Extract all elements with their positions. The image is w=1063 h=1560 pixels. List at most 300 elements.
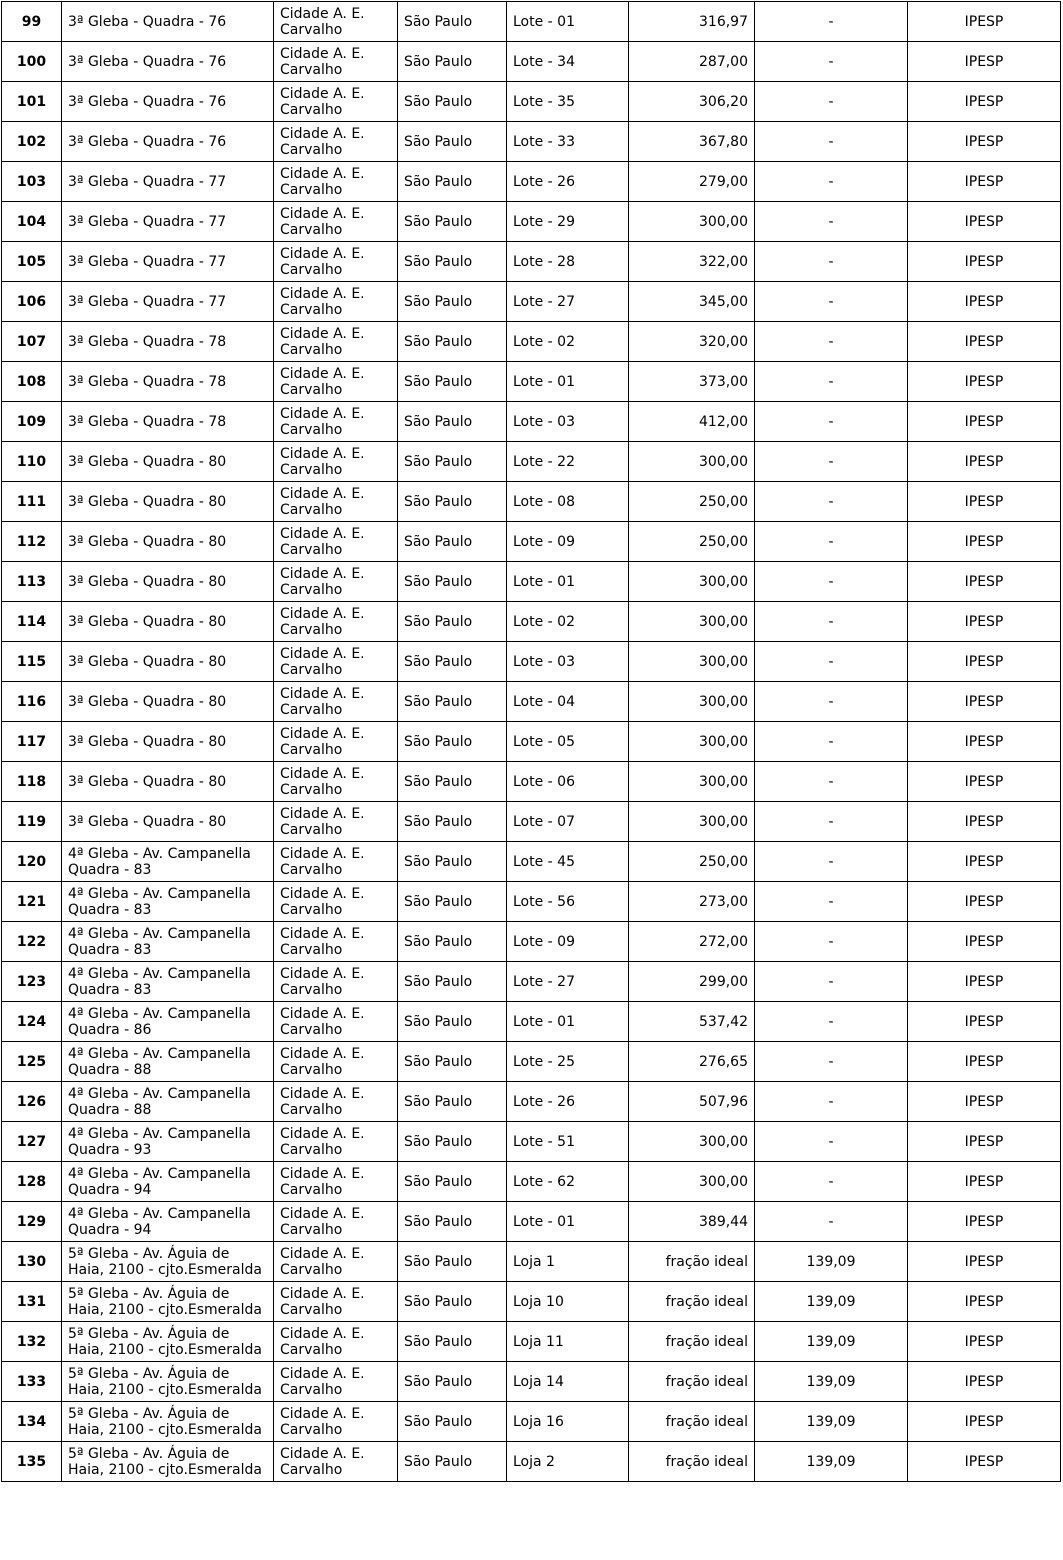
- district-cell: Cidade A. E. Carvalho: [274, 1442, 398, 1482]
- address-cell: 4ª Gleba - Av. Campanella Quadra - 93: [62, 1122, 274, 1162]
- ideal-fraction-cell: -: [755, 282, 908, 322]
- owner-cell: IPESP: [908, 362, 1061, 402]
- area-cell: 250,00: [629, 842, 755, 882]
- item-number-cell: 113: [2, 562, 62, 602]
- area-cell: 250,00: [629, 522, 755, 562]
- area-cell: fração ideal: [629, 1402, 755, 1442]
- owner-cell: IPESP: [908, 1042, 1061, 1082]
- ideal-fraction-cell: -: [755, 122, 908, 162]
- table-row: [2, 402, 1061, 442]
- district-cell: Cidade A. E. Carvalho: [274, 1082, 398, 1122]
- district-cell: Cidade A. E. Carvalho: [274, 962, 398, 1002]
- table-row: [2, 962, 1061, 1002]
- district-cell: Cidade A. E. Carvalho: [274, 722, 398, 762]
- table-row: [2, 122, 1061, 162]
- district-cell: Cidade A. E. Carvalho: [274, 1002, 398, 1042]
- item-number-cell: 124: [2, 1002, 62, 1042]
- district-cell: Cidade A. E. Carvalho: [274, 682, 398, 722]
- district-cell: Cidade A. E. Carvalho: [274, 522, 398, 562]
- lot-cell: Loja 10: [507, 1282, 629, 1322]
- table-row: [2, 282, 1061, 322]
- lot-cell: Lote - 35: [507, 82, 629, 122]
- area-cell: 537,42: [629, 1002, 755, 1042]
- district-cell: Cidade A. E. Carvalho: [274, 42, 398, 82]
- owner-cell: IPESP: [908, 882, 1061, 922]
- table-row: [2, 682, 1061, 722]
- city-cell: São Paulo: [398, 1122, 507, 1162]
- area-cell: 272,00: [629, 922, 755, 962]
- item-number-cell: 129: [2, 1202, 62, 1242]
- area-cell: 322,00: [629, 242, 755, 282]
- district-cell: Cidade A. E. Carvalho: [274, 482, 398, 522]
- owner-cell: IPESP: [908, 762, 1061, 802]
- area-cell: 276,65: [629, 1042, 755, 1082]
- district-cell: Cidade A. E. Carvalho: [274, 322, 398, 362]
- table-row: [2, 1282, 1061, 1322]
- table-row: [2, 42, 1061, 82]
- item-number-cell: 106: [2, 282, 62, 322]
- owner-cell: IPESP: [908, 162, 1061, 202]
- address-cell: 3ª Gleba - Quadra - 80: [62, 722, 274, 762]
- lot-cell: Lote - 28: [507, 242, 629, 282]
- owner-cell: IPESP: [908, 522, 1061, 562]
- area-cell: 316,97: [629, 2, 755, 42]
- ideal-fraction-cell: 139,09: [755, 1442, 908, 1482]
- lot-cell: Lote - 29: [507, 202, 629, 242]
- table-row: [2, 202, 1061, 242]
- lot-cell: Loja 2: [507, 1442, 629, 1482]
- district-cell: Cidade A. E. Carvalho: [274, 1122, 398, 1162]
- item-number-cell: 108: [2, 362, 62, 402]
- address-cell: 3ª Gleba - Quadra - 78: [62, 402, 274, 442]
- district-cell: Cidade A. E. Carvalho: [274, 1202, 398, 1242]
- area-cell: 300,00: [629, 442, 755, 482]
- lot-cell: Lote - 06: [507, 762, 629, 802]
- lot-cell: Lote - 51: [507, 1122, 629, 1162]
- city-cell: São Paulo: [398, 802, 507, 842]
- address-cell: 3ª Gleba - Quadra - 80: [62, 522, 274, 562]
- ideal-fraction-cell: 139,09: [755, 1242, 908, 1282]
- item-number-cell: 105: [2, 242, 62, 282]
- city-cell: São Paulo: [398, 242, 507, 282]
- lot-cell: Lote - 03: [507, 642, 629, 682]
- area-cell: 300,00: [629, 602, 755, 642]
- lot-cell: Lote - 04: [507, 682, 629, 722]
- address-cell: 3ª Gleba - Quadra - 76: [62, 82, 274, 122]
- ideal-fraction-cell: -: [755, 322, 908, 362]
- address-cell: 5ª Gleba - Av. Águia de Haia, 2100 - cjto.Esmeralda: [62, 1322, 274, 1362]
- owner-cell: IPESP: [908, 802, 1061, 842]
- city-cell: São Paulo: [398, 482, 507, 522]
- ideal-fraction-cell: -: [755, 762, 908, 802]
- ideal-fraction-cell: -: [755, 482, 908, 522]
- owner-cell: IPESP: [908, 722, 1061, 762]
- address-cell: 3ª Gleba - Quadra - 80: [62, 802, 274, 842]
- lot-cell: Lote - 02: [507, 602, 629, 642]
- ideal-fraction-cell: -: [755, 522, 908, 562]
- area-cell: 306,20: [629, 82, 755, 122]
- area-cell: 300,00: [629, 1122, 755, 1162]
- owner-cell: IPESP: [908, 1202, 1061, 1242]
- city-cell: São Paulo: [398, 1322, 507, 1362]
- address-cell: 3ª Gleba - Quadra - 78: [62, 322, 274, 362]
- ideal-fraction-cell: -: [755, 362, 908, 402]
- table-row: [2, 1242, 1061, 1282]
- ideal-fraction-cell: -: [755, 642, 908, 682]
- district-cell: Cidade A. E. Carvalho: [274, 802, 398, 842]
- ideal-fraction-cell: -: [755, 562, 908, 602]
- city-cell: São Paulo: [398, 2, 507, 42]
- ideal-fraction-cell: -: [755, 1162, 908, 1202]
- table-row: [2, 1042, 1061, 1082]
- ideal-fraction-cell: -: [755, 242, 908, 282]
- district-cell: Cidade A. E. Carvalho: [274, 162, 398, 202]
- table-row: [2, 802, 1061, 842]
- lot-cell: Lote - 03: [507, 402, 629, 442]
- item-number-cell: 125: [2, 1042, 62, 1082]
- table-row: [2, 2, 1061, 42]
- district-cell: Cidade A. E. Carvalho: [274, 842, 398, 882]
- city-cell: São Paulo: [398, 562, 507, 602]
- lot-cell: Lote - 01: [507, 2, 629, 42]
- city-cell: São Paulo: [398, 962, 507, 1002]
- address-cell: 5ª Gleba - Av. Águia de Haia, 2100 - cjto.Esmeralda: [62, 1402, 274, 1442]
- address-cell: 3ª Gleba - Quadra - 80: [62, 762, 274, 802]
- lot-cell: Lote - 33: [507, 122, 629, 162]
- city-cell: São Paulo: [398, 322, 507, 362]
- address-cell: 4ª Gleba - Av. Campanella Quadra - 86: [62, 1002, 274, 1042]
- ideal-fraction-cell: -: [755, 922, 908, 962]
- lot-cell: Lote - 09: [507, 522, 629, 562]
- area-cell: 373,00: [629, 362, 755, 402]
- area-cell: 367,80: [629, 122, 755, 162]
- city-cell: São Paulo: [398, 642, 507, 682]
- item-number-cell: 117: [2, 722, 62, 762]
- address-cell: 3ª Gleba - Quadra - 80: [62, 562, 274, 602]
- lot-cell: Lote - 02: [507, 322, 629, 362]
- city-cell: São Paulo: [398, 722, 507, 762]
- item-number-cell: 101: [2, 82, 62, 122]
- item-number-cell: 131: [2, 1282, 62, 1322]
- area-cell: 300,00: [629, 642, 755, 682]
- ideal-fraction-cell: -: [755, 1202, 908, 1242]
- address-cell: 3ª Gleba - Quadra - 80: [62, 602, 274, 642]
- city-cell: São Paulo: [398, 362, 507, 402]
- address-cell: 3ª Gleba - Quadra - 77: [62, 202, 274, 242]
- ideal-fraction-cell: 139,09: [755, 1322, 908, 1362]
- owner-cell: IPESP: [908, 922, 1061, 962]
- city-cell: São Paulo: [398, 122, 507, 162]
- table-row: [2, 522, 1061, 562]
- table-row: [2, 242, 1061, 282]
- lot-cell: Lote - 22: [507, 442, 629, 482]
- owner-cell: IPESP: [908, 1362, 1061, 1402]
- area-cell: 300,00: [629, 762, 755, 802]
- area-cell: 250,00: [629, 482, 755, 522]
- lot-cell: Loja 14: [507, 1362, 629, 1402]
- item-number-cell: 127: [2, 1122, 62, 1162]
- table-row: [2, 562, 1061, 602]
- ideal-fraction-cell: -: [755, 602, 908, 642]
- item-number-cell: 134: [2, 1402, 62, 1442]
- district-cell: Cidade A. E. Carvalho: [274, 642, 398, 682]
- area-cell: fração ideal: [629, 1362, 755, 1402]
- table-row: [2, 722, 1061, 762]
- table-row: [2, 1322, 1061, 1362]
- area-cell: 300,00: [629, 1162, 755, 1202]
- address-cell: 4ª Gleba - Av. Campanella Quadra - 83: [62, 882, 274, 922]
- city-cell: São Paulo: [398, 82, 507, 122]
- area-cell: fração ideal: [629, 1242, 755, 1282]
- district-cell: Cidade A. E. Carvalho: [274, 602, 398, 642]
- table-row: [2, 922, 1061, 962]
- address-cell: 3ª Gleba - Quadra - 76: [62, 42, 274, 82]
- city-cell: São Paulo: [398, 1162, 507, 1202]
- district-cell: Cidade A. E. Carvalho: [274, 442, 398, 482]
- owner-cell: IPESP: [908, 1122, 1061, 1162]
- ideal-fraction-cell: -: [755, 682, 908, 722]
- city-cell: São Paulo: [398, 402, 507, 442]
- district-cell: Cidade A. E. Carvalho: [274, 1042, 398, 1082]
- district-cell: Cidade A. E. Carvalho: [274, 1402, 398, 1442]
- owner-cell: IPESP: [908, 442, 1061, 482]
- city-cell: São Paulo: [398, 162, 507, 202]
- district-cell: Cidade A. E. Carvalho: [274, 1362, 398, 1402]
- district-cell: Cidade A. E. Carvalho: [274, 362, 398, 402]
- city-cell: São Paulo: [398, 42, 507, 82]
- table-row: [2, 762, 1061, 802]
- area-cell: 300,00: [629, 802, 755, 842]
- city-cell: São Paulo: [398, 1202, 507, 1242]
- city-cell: São Paulo: [398, 1282, 507, 1322]
- address-cell: 3ª Gleba - Quadra - 77: [62, 162, 274, 202]
- owner-cell: IPESP: [908, 1442, 1061, 1482]
- ideal-fraction-cell: -: [755, 202, 908, 242]
- address-cell: 3ª Gleba - Quadra - 78: [62, 362, 274, 402]
- item-number-cell: 119: [2, 802, 62, 842]
- owner-cell: IPESP: [908, 82, 1061, 122]
- city-cell: São Paulo: [398, 842, 507, 882]
- table-row: [2, 1082, 1061, 1122]
- ideal-fraction-cell: -: [755, 442, 908, 482]
- owner-cell: IPESP: [908, 602, 1061, 642]
- district-cell: Cidade A. E. Carvalho: [274, 2, 398, 42]
- owner-cell: IPESP: [908, 1082, 1061, 1122]
- area-cell: 299,00: [629, 962, 755, 1002]
- owner-cell: IPESP: [908, 42, 1061, 82]
- table-row: [2, 882, 1061, 922]
- item-number-cell: 107: [2, 322, 62, 362]
- address-cell: 4ª Gleba - Av. Campanella Quadra - 94: [62, 1202, 274, 1242]
- area-cell: fração ideal: [629, 1322, 755, 1362]
- address-cell: 4ª Gleba - Av. Campanella Quadra - 83: [62, 962, 274, 1002]
- address-cell: 4ª Gleba - Av. Campanella Quadra - 83: [62, 922, 274, 962]
- city-cell: São Paulo: [398, 682, 507, 722]
- area-cell: fração ideal: [629, 1442, 755, 1482]
- address-cell: 3ª Gleba - Quadra - 77: [62, 242, 274, 282]
- lot-cell: Lote - 62: [507, 1162, 629, 1202]
- address-cell: 3ª Gleba - Quadra - 80: [62, 442, 274, 482]
- area-cell: 273,00: [629, 882, 755, 922]
- city-cell: São Paulo: [398, 1362, 507, 1402]
- ideal-fraction-cell: -: [755, 402, 908, 442]
- lot-cell: Lote - 01: [507, 562, 629, 602]
- owner-cell: IPESP: [908, 242, 1061, 282]
- item-number-cell: 114: [2, 602, 62, 642]
- item-number-cell: 102: [2, 122, 62, 162]
- area-cell: fração ideal: [629, 1282, 755, 1322]
- lot-cell: Lote - 01: [507, 362, 629, 402]
- lot-cell: Lote - 08: [507, 482, 629, 522]
- district-cell: Cidade A. E. Carvalho: [274, 1162, 398, 1202]
- table-row: [2, 1122, 1061, 1162]
- area-cell: 320,00: [629, 322, 755, 362]
- ideal-fraction-cell: 139,09: [755, 1282, 908, 1322]
- owner-cell: IPESP: [908, 562, 1061, 602]
- city-cell: São Paulo: [398, 1002, 507, 1042]
- table-row: [2, 602, 1061, 642]
- address-cell: 3ª Gleba - Quadra - 80: [62, 642, 274, 682]
- address-cell: 5ª Gleba - Av. Águia de Haia, 2100 - cjto.Esmeralda: [62, 1442, 274, 1482]
- ideal-fraction-cell: -: [755, 2, 908, 42]
- city-cell: São Paulo: [398, 1242, 507, 1282]
- ideal-fraction-cell: -: [755, 82, 908, 122]
- ideal-fraction-cell: -: [755, 1042, 908, 1082]
- owner-cell: IPESP: [908, 2, 1061, 42]
- owner-cell: IPESP: [908, 1322, 1061, 1362]
- address-cell: 3ª Gleba - Quadra - 80: [62, 482, 274, 522]
- table-row: [2, 482, 1061, 522]
- item-number-cell: 122: [2, 922, 62, 962]
- lot-cell: Lote - 27: [507, 282, 629, 322]
- table-body: [2, 2, 1061, 1482]
- lot-cell: Lote - 26: [507, 162, 629, 202]
- ideal-fraction-cell: -: [755, 1002, 908, 1042]
- owner-cell: IPESP: [908, 962, 1061, 1002]
- ideal-fraction-cell: -: [755, 162, 908, 202]
- area-cell: 287,00: [629, 42, 755, 82]
- city-cell: São Paulo: [398, 282, 507, 322]
- city-cell: São Paulo: [398, 1042, 507, 1082]
- city-cell: São Paulo: [398, 1442, 507, 1482]
- address-cell: 3ª Gleba - Quadra - 77: [62, 282, 274, 322]
- owner-cell: IPESP: [908, 842, 1061, 882]
- area-cell: 507,96: [629, 1082, 755, 1122]
- lot-cell: Lote - 27: [507, 962, 629, 1002]
- address-cell: 3ª Gleba - Quadra - 76: [62, 122, 274, 162]
- owner-cell: IPESP: [908, 282, 1061, 322]
- city-cell: São Paulo: [398, 522, 507, 562]
- ideal-fraction-cell: -: [755, 802, 908, 842]
- lot-cell: Lote - 26: [507, 1082, 629, 1122]
- address-cell: 4ª Gleba - Av. Campanella Quadra - 88: [62, 1042, 274, 1082]
- item-number-cell: 103: [2, 162, 62, 202]
- item-number-cell: 121: [2, 882, 62, 922]
- district-cell: Cidade A. E. Carvalho: [274, 922, 398, 962]
- district-cell: Cidade A. E. Carvalho: [274, 1322, 398, 1362]
- city-cell: São Paulo: [398, 442, 507, 482]
- owner-cell: IPESP: [908, 122, 1061, 162]
- address-cell: 5ª Gleba - Av. Águia de Haia, 2100 - cjto.Esmeralda: [62, 1242, 274, 1282]
- item-number-cell: 133: [2, 1362, 62, 1402]
- city-cell: São Paulo: [398, 882, 507, 922]
- district-cell: Cidade A. E. Carvalho: [274, 762, 398, 802]
- item-number-cell: 116: [2, 682, 62, 722]
- owner-cell: IPESP: [908, 1402, 1061, 1442]
- item-number-cell: 110: [2, 442, 62, 482]
- lot-cell: Loja 16: [507, 1402, 629, 1442]
- district-cell: Cidade A. E. Carvalho: [274, 282, 398, 322]
- city-cell: São Paulo: [398, 1082, 507, 1122]
- lot-cell: Lote - 45: [507, 842, 629, 882]
- address-cell: 3ª Gleba - Quadra - 76: [62, 2, 274, 42]
- city-cell: São Paulo: [398, 762, 507, 802]
- lot-cell: Lote - 34: [507, 42, 629, 82]
- lot-cell: Lote - 25: [507, 1042, 629, 1082]
- table-row: [2, 1002, 1061, 1042]
- lot-cell: Lote - 01: [507, 1002, 629, 1042]
- city-cell: São Paulo: [398, 1402, 507, 1442]
- district-cell: Cidade A. E. Carvalho: [274, 1282, 398, 1322]
- area-cell: 345,00: [629, 282, 755, 322]
- item-number-cell: 111: [2, 482, 62, 522]
- lot-cell: Lote - 05: [507, 722, 629, 762]
- area-cell: 412,00: [629, 402, 755, 442]
- ideal-fraction-cell: -: [755, 882, 908, 922]
- table-row: [2, 1162, 1061, 1202]
- property-table: [1, 1, 1061, 1482]
- ideal-fraction-cell: -: [755, 842, 908, 882]
- lot-cell: Lote - 07: [507, 802, 629, 842]
- item-number-cell: 128: [2, 1162, 62, 1202]
- ideal-fraction-cell: -: [755, 962, 908, 1002]
- district-cell: Cidade A. E. Carvalho: [274, 1242, 398, 1282]
- ideal-fraction-cell: -: [755, 42, 908, 82]
- city-cell: São Paulo: [398, 922, 507, 962]
- table-row: [2, 1202, 1061, 1242]
- address-cell: 4ª Gleba - Av. Campanella Quadra - 83: [62, 842, 274, 882]
- owner-cell: IPESP: [908, 402, 1061, 442]
- table-row: [2, 162, 1061, 202]
- lot-cell: Lote - 01: [507, 1202, 629, 1242]
- address-cell: 4ª Gleba - Av. Campanella Quadra - 88: [62, 1082, 274, 1122]
- lot-cell: Lote - 09: [507, 922, 629, 962]
- city-cell: São Paulo: [398, 602, 507, 642]
- ideal-fraction-cell: 139,09: [755, 1402, 908, 1442]
- owner-cell: IPESP: [908, 1162, 1061, 1202]
- owner-cell: IPESP: [908, 482, 1061, 522]
- address-cell: 4ª Gleba - Av. Campanella Quadra - 94: [62, 1162, 274, 1202]
- item-number-cell: 99: [2, 2, 62, 42]
- item-number-cell: 135: [2, 1442, 62, 1482]
- owner-cell: IPESP: [908, 202, 1061, 242]
- owner-cell: IPESP: [908, 322, 1061, 362]
- district-cell: Cidade A. E. Carvalho: [274, 562, 398, 602]
- item-number-cell: 112: [2, 522, 62, 562]
- owner-cell: IPESP: [908, 1282, 1061, 1322]
- city-cell: São Paulo: [398, 202, 507, 242]
- area-cell: 300,00: [629, 562, 755, 602]
- item-number-cell: 115: [2, 642, 62, 682]
- ideal-fraction-cell: -: [755, 722, 908, 762]
- table-row: [2, 82, 1061, 122]
- district-cell: Cidade A. E. Carvalho: [274, 202, 398, 242]
- district-cell: Cidade A. E. Carvalho: [274, 882, 398, 922]
- address-cell: 5ª Gleba - Av. Águia de Haia, 2100 - cjto.Esmeralda: [62, 1362, 274, 1402]
- address-cell: 5ª Gleba - Av. Águia de Haia, 2100 - cjto.Esmeralda: [62, 1282, 274, 1322]
- table-row: [2, 1362, 1061, 1402]
- item-number-cell: 118: [2, 762, 62, 802]
